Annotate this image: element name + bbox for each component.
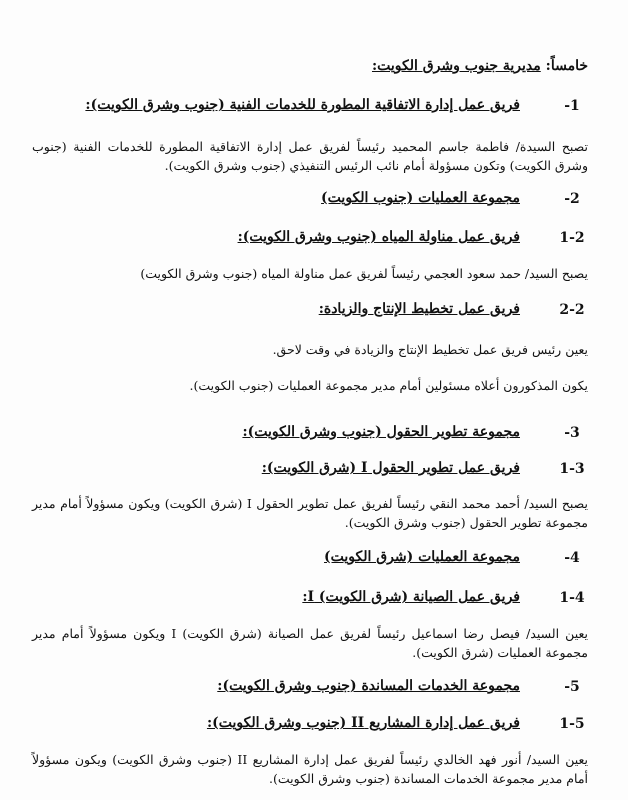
item-number: -1 <box>564 98 580 114</box>
paragraph: يعين رئيس فريق عمل تخطيط الإنتاج والزيادة في وقت لاحق. <box>272 342 588 357</box>
item-heading: فريق عمل إدارة الاتفاقية المطورة للخدمات الفنية (جنوب وشرق الكويت): <box>85 97 520 113</box>
item-number: 1-5 <box>559 716 585 732</box>
item-heading: فريق عمل تطوير الحقول I (شرق الكويت): <box>261 460 520 476</box>
item-number: -2 <box>564 191 580 207</box>
item-heading: فريق عمل تخطيط الإنتاج والزيادة: <box>318 301 520 317</box>
item-number: -3 <box>564 425 580 441</box>
item-heading: مجموعة العمليات (جنوب الكويت) <box>321 190 520 206</box>
item-number: 1-2 <box>559 230 585 246</box>
item-number: 2-2 <box>559 302 585 318</box>
item-number: -4 <box>564 550 580 566</box>
section-prefix: خامساً: <box>545 58 588 74</box>
item-number: -5 <box>564 679 580 695</box>
item-heading: مجموعة العمليات (شرق الكويت) <box>324 549 520 565</box>
item-number: 1-3 <box>559 461 585 477</box>
item-heading: مجموعة تطوير الحقول (جنوب وشرق الكويت): <box>242 424 520 440</box>
section-title: مديرية جنوب وشرق الكويت: <box>371 58 541 74</box>
paragraph: تصبح السيدة/ فاطمة جاسم المحميد رئيساً لفريق عمل إدارة الاتفاقية المطورة للخدمات الفنية (جنوب وشرق الكويت) وتكون مسؤولة أمام نائب الرئيس التنفيذي (جنوب وشرق الكويت). <box>32 139 588 173</box>
item-heading: مجموعة الخدمات المساندة (جنوب وشرق الكويت): <box>217 678 520 694</box>
item-heading: فريق عمل الصيانة (شرق الكويت) I: <box>302 589 520 605</box>
paragraph: يكون المذكورون أعلاه مسئولين أمام مدير مجموعة العمليات (جنوب الكويت). <box>189 378 588 393</box>
paragraph: يعين السيد/ أنور فهد الخالدي رئيساً لفريق عمل إدارة المشاريع II (جنوب وشرق الكويت) ويكون مسؤولاً أمام مدير مجموعة الخدمات المساندة (جنوب وشرق الكويت). <box>32 752 588 786</box>
item-heading: فريق عمل مناولة المياه (جنوب وشرق الكويت): <box>237 229 520 245</box>
paragraph: يعين السيد/ فيصل رضا اسماعيل رئيساً لفريق عمل الصيانة (شرق الكويت) I ويكون مسؤولاً أمام مدير مجموعة العمليات (شرق الكويت). <box>32 626 588 660</box>
item-number: 1-4 <box>559 590 585 606</box>
section-heading <box>372 58 588 74</box>
paragraph: يصبح السيد/ حمد سعود العجمي رئيساً لفريق عمل مناولة المياه (جنوب وشرق الكويت) <box>140 266 588 281</box>
item-heading: فريق عمل إدارة المشاريع II (جنوب وشرق الكويت): <box>206 715 520 731</box>
paragraph: يصبح السيد/ أحمد محمد النقي رئيساً لفريق عمل تطوير الحقول I (شرق الكويت) ويكون مسؤولاً أمام مدير مجموعة تطوير الحقول (جنوب وشرق الكويت). <box>32 496 588 530</box>
